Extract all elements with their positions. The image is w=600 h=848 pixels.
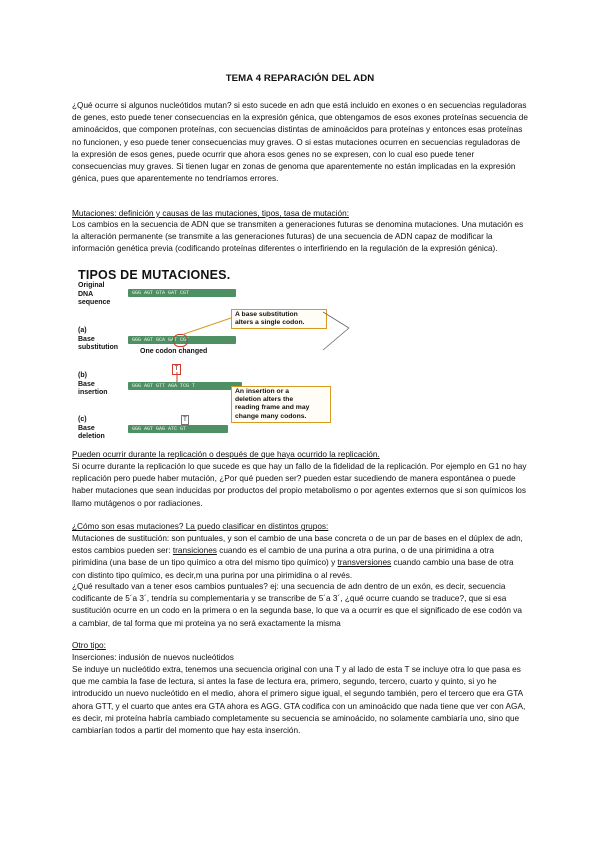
section-body-inserciones: Se induye un nucleótido extra, tenemos una secuencia original con una T y al lado de esta T se incluye otra lo que pasa es que me cambia la fase de lectura, si antes la fase de lectura era, primero, segundo, tercero, cuarto y quinto, si yo he introducido un nuevo nucleótido en el medio, ahora el primero sigue igual, el segundo también, pero el tercero que era GTA ahora GTT, y el cuarto que antes era GTA ahora es AGG. GTA codifica con un aminoácido que nada tiene que ver con AGA, es decir, mi proteína habría cambiado completamente su secuencia se aminoácido, no solamente cambiaría uno, sino que cambiarían todos a partir del momento que hay esta inserción. [72,665,526,736]
sequence-original: GGG AGT GTA GAT CGT [128,289,236,297]
sustitucion-text-c: cuando cambio una base de otra con distinto tipo químico, es decir,m una purina por una pirimidina o al revés. [72,558,514,580]
term-transiciones: transiciones [172,546,217,556]
label-base-substitution: (a) Base substitution [78,327,119,351]
section-heading-replicacion: Pueden ocurrir durante la replicación o después de que haya ocurrido la replicación. [72,450,380,459]
document-title: TEMA 4 REPARACIÓN DEL ADN [225,73,375,84]
section-heading-mutaciones: Mutaciones: definición y causas de las mutaciones, tipos, tasa de mutación: [72,209,349,218]
term-transversiones: transversiones [337,558,392,568]
callout-insertion-deletion: An insertion or a deletion alters the reading frame and may change many codons. [231,386,331,423]
sequence-substitution: GGG AGT GCA GAT CGT [128,336,236,344]
section-heading-clasificacion: ¿Cómo son esas mutaciones? La puedo clasificar en distintos grupos: [72,522,329,531]
label-base-deletion: (c) Base deletion [78,416,105,440]
callout-substitution: A base substitution alters a single codon. [231,309,327,329]
mutation-types-figure [78,268,408,448]
sequence-insertion: GGG AGT GTT AGA TCG T [128,382,242,390]
section-body-replicacion: Si ocurre durante la replicación lo que sucede es que hay un fallo de la fidelidad de la replicación. Por ejemplo en G1 no hay replicación pero puede haber mutación, ¿Por qué pueden ser? pueden estar sucediendo de manera espontánea o puede haber mutaciones que sean inducidas por productos del propio metabolismo o por agentes externos que si son químicos los llamo mutágenos o por radiaciones. [72,462,527,508]
paragraph-sustitucion [72,533,528,582]
paragraph-resultado: ¿Qué resultado van a tener esos cambios puntuales? ej: una secuencia de adn dentro de un exón, es decir, secuencia codificante de 5´a 3´, tendría su complementaria y se transcribe de 5´a 3´, ¿qué ocurre cuando se traduce?, que si esa sustitución ocurre en un codo en la primera o en la segunda base, lo que va a ocurrir es que el significado de ese codón va a cambiar, de tal forma que mi proteina ya no será exactamente la misma [72,582,522,628]
label-original-sequence: Original DNA sequence [78,282,111,306]
note-one-codon-changed: One codon changed [140,348,208,355]
section-body-mutaciones: Los cambios en la secuencia de ADN que se transmiten a generaciones futuras se denomina mutaciones. Una mutación es la alteración permanente (se transmite a las generaciones futuras) de una secuencia de ADN capaz de modificar la información genética previa (codificando proteínas diferentes o interfiriendo en la regulación de la expresión génica). [72,220,524,254]
deleted-base-marker: T [181,415,189,425]
callout-substitution-arrow [180,316,232,336]
section-subheading-inserciones: Inserciones: indusión de nuevos nucleótidos [72,653,234,662]
bracket-lines [321,306,351,352]
figure-title: TIPOS DE MUTACIONES. [78,268,231,282]
insertion-arrow [174,372,180,382]
intro-paragraph: ¿Qué ocurre si algunos nucleótidos mutan? si esto sucede en adn que está incluido en exones o en secuencias reguladoras de genes, esto puede tener consecuencias en la expresión génica, que obtengamos de esos exones proteínas secuencia de aminoácidos, que componen proteínas, con secuencias distintas de aminoácidos para proteínas y entonces esas proteínas no funcionen, y eso puede tener consecuencias muy graves. O si estas mutaciones ocurren en secuencias reguladoras de la expresión de esos genes, puede ocurrir que ahora esos genes no se expresen, con lo cual eso puede tener consecuencias muy graves. Si tienen lugar en zonas de genoma que aparentemente no están implicadas en la expresión génica, pues que aparentemente no tendríamos errores. [72,101,528,184]
label-base-insertion: (b) Base insertion [78,372,108,396]
inserted-base-marker: T [172,364,181,375]
sustitucion-text-b: cuando es el cambio de una purina a otra purina, o de una pirimidina a otra pirimidina (una base de un tipo químico a otra del mismo tipo químico) y [72,546,494,568]
sustitucion-text-a: Mutaciones de sustitución: son puntuales, y son el cambio de una base concreta o de un par de bases en el dúplex de adn, estos cambios pueden ser: [72,534,523,556]
section-heading-otro-tipo: Otro tipo: [72,641,106,650]
sequence-deletion: GGG AGT GAG ATC GT [128,425,228,433]
